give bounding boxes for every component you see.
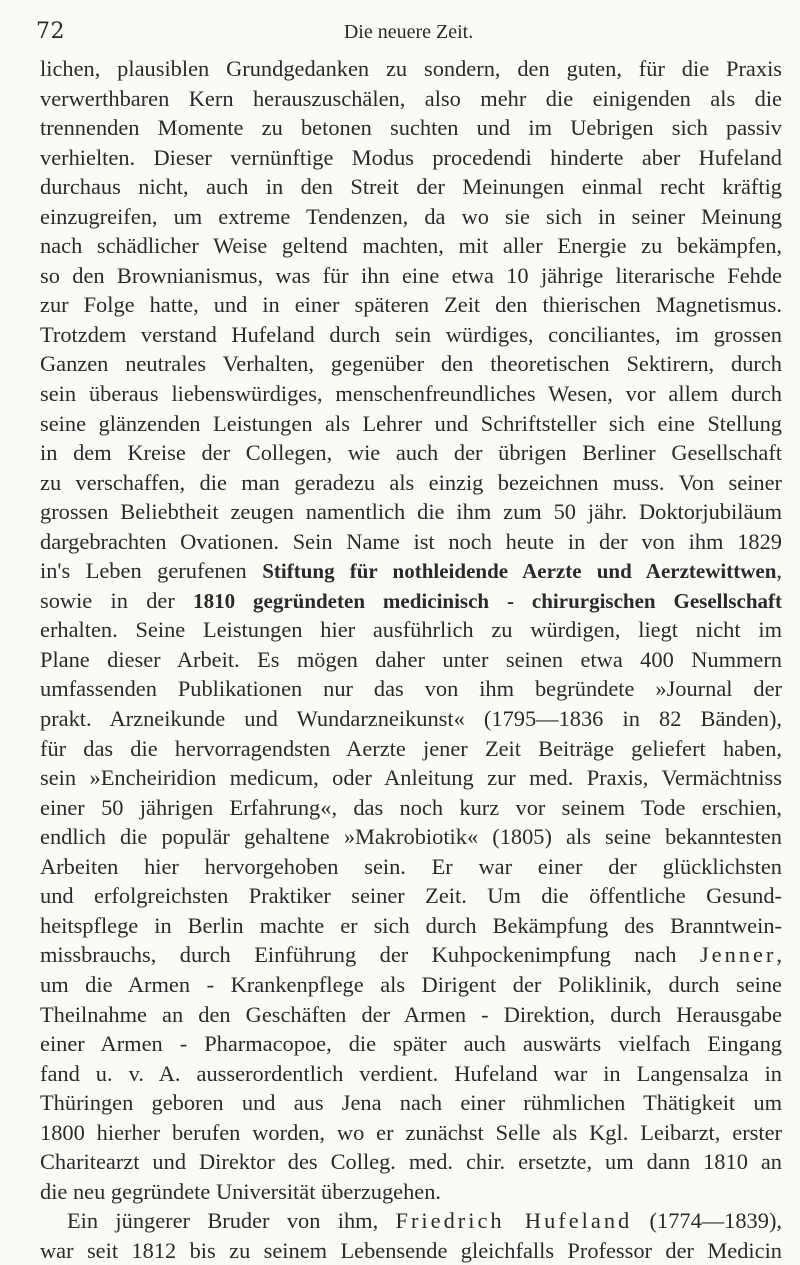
body-text [40, 54, 782, 1265]
text-line [40, 113, 782, 143]
text-segment: Plane dieser Arbeit. Es mögen daher unter seinen etwa 400 Nummern [40, 646, 782, 672]
text-segment: in dem Kreise der Collegen, wie auch der übrigen Berliner Gesellschaft [40, 440, 782, 466]
text-segment: sowie in der [40, 587, 194, 613]
text-line [40, 1059, 782, 1089]
text-line [40, 143, 782, 173]
text-line [40, 349, 782, 379]
text-line [40, 438, 782, 468]
text-segment: , [776, 558, 782, 584]
text-line [40, 409, 782, 439]
text-line [40, 1118, 782, 1148]
page-number: 72 [36, 19, 65, 44]
text-line [40, 1206, 782, 1236]
text-segment: sein »Encheiridion medicum, oder Anleitung zur med. Praxis, Vermächtniss [40, 765, 782, 791]
text-line [40, 379, 782, 409]
text-line [40, 468, 782, 498]
text-segment: (1774—1839), [632, 1208, 782, 1234]
text-line [40, 852, 782, 882]
text-line [40, 586, 782, 616]
text-segment: so den Brownianismus, was für ihn eine etwa 10 jährige literarische Fehde [40, 262, 782, 288]
text-segment: prakt. Arzneikunde und Wundarzneikunst« (1795—1836 in 82 Bänden), [40, 706, 782, 732]
text-line [40, 231, 782, 261]
text-segment: seine glänzenden Leistungen als Lehrer und Schriftsteller sich eine Stellung [40, 410, 782, 436]
text-line [40, 320, 782, 350]
text-line [40, 645, 782, 675]
text-segment: fand u. v. A. ausserordentlich verdient. Hufeland war in Langensalza in [40, 1060, 782, 1086]
text-line [40, 1177, 782, 1207]
text-line [40, 497, 782, 527]
text-segment: in's Leben gerufenen [40, 558, 263, 584]
text-line [40, 290, 782, 320]
text-segment: Theilnahme an den Geschäften der Armen - Direktion, durch Herausgabe [40, 1001, 782, 1027]
text-segment: durchaus nicht, auch in den Streit der Meinungen einmal recht kräftig [40, 174, 782, 200]
text-segment: Arbeiten hier hervorgehoben sein. Er war einer der glücklichsten [40, 853, 782, 879]
text-segment: verhielten. Dieser vernünftige Modus procedendi hinderte aber Hufeland [40, 144, 782, 170]
text-line [40, 527, 782, 557]
page-header [36, 18, 781, 46]
text-segment: grossen Beliebtheit zeugen namentlich die ihm zum 50 jähr. Doktorjubiläum [40, 499, 782, 525]
text-segment: lichen, plausiblen Grundgedanken zu sondern, den guten, für die Praxis [40, 56, 782, 81]
text-segment: war seit 1812 bis zu seinem Lebensende gleichfalls Professor der Medicin [40, 1237, 782, 1263]
text-segment: Charitearzt und Direktor des Colleg. med. chir. ersetzte, um dann 1810 an [40, 1149, 782, 1175]
running-head: Die neuere Zeit. [343, 21, 474, 43]
text-line [40, 734, 782, 764]
text-segment: 1800 hierher berufen worden, wo er zunächst Selle als Kgl. Leibarzt, erster [40, 1119, 782, 1145]
text-segment: missbrauchs, durch Einführung der Kuhpockenimpfung nach [40, 942, 700, 968]
text-line [40, 1147, 782, 1177]
text-segment: nach schädlicher Weise geltend machten, mit aller Energie zu bekämpfen, [40, 233, 782, 259]
text-line [40, 674, 782, 704]
text-segment: endlich die populär gehaltene »Makrobiotik« (1805) als seine bekanntesten [40, 824, 782, 850]
spaced-name: Friedrich Hufeland [395, 1208, 633, 1234]
text-line [40, 54, 782, 84]
text-line [40, 793, 782, 823]
text-line [40, 881, 782, 911]
text-line [40, 822, 782, 852]
text-segment: verwerthbaren Kern herauszuschälen, also mehr die einigenden als die [40, 85, 782, 111]
text-line [40, 763, 782, 793]
text-segment: sein überaus liebenswürdiges, menschenfreundliches Wesen, vor allem durch [40, 381, 782, 407]
text-segment: einer Armen - Pharmacopoe, die später auch auswärts vielfach Eingang [40, 1031, 782, 1057]
text-line [40, 970, 782, 1000]
bold-term: 1810 gegründeten medicinisch - chirurgischen Gesellschaft [193, 588, 782, 613]
text-segment: die neu gegründete Universität überzugehen. [40, 1178, 442, 1204]
text-line [40, 261, 782, 291]
text-line [40, 1029, 782, 1059]
text-segment: Ganzen neutrales Verhalten, gegenüber den theoretischen Sektirern, durch [40, 351, 782, 377]
text-segment: einer 50 jährigen Erfahrung«, das noch kurz vor seinem Tode erschien, [40, 794, 782, 820]
text-segment: , [776, 942, 782, 968]
text-segment: dargebrachten Ovationen. Sein Name ist noch heute in der von ihm 1829 [40, 528, 782, 554]
text-segment: Trotzdem verstand Hufeland durch sein würdiges, conciliantes, im grossen [40, 321, 782, 347]
text-line [40, 1088, 782, 1118]
text-segment: umfassenden Publikationen nur das von ihm begründete »Journal der [40, 676, 782, 702]
text-line [40, 940, 782, 970]
text-segment: Thüringen geboren und aus Jena nach einer rühmlichen Thätigkeit um [40, 1090, 782, 1116]
text-line [40, 84, 782, 114]
text-line [40, 704, 782, 734]
text-segment: einzugreifen, um extreme Tendenzen, da wo sie sich in seiner Meinung [40, 203, 782, 229]
text-line [40, 172, 782, 202]
spaced-name: Jenner [699, 942, 777, 968]
text-segment: und erfolgreichsten Praktiker seiner Zeit. Um die öffentliche Gesund- [40, 883, 782, 909]
text-segment: um die Armen - Krankenpflege als Dirigent der Poliklinik, durch seine [40, 971, 782, 997]
text-line [40, 556, 782, 586]
text-line [40, 911, 782, 941]
text-segment: heitspflege in Berlin machte er sich durch Bekämpfung des Branntwein- [40, 912, 782, 938]
text-segment: für das die hervorragendsten Aerzte jener Zeit Beiträge geliefert haben, [40, 735, 782, 761]
text-line [40, 1236, 782, 1265]
text-line [40, 1000, 782, 1030]
bold-term: Stiftung für nothleidende Aerzte und Aerztewittwen [262, 559, 777, 584]
text-segment: zu verschaffen, die man geradezu als einzig bezeichnen muss. Von seiner [40, 469, 782, 495]
text-line [40, 202, 782, 232]
text-line [40, 615, 782, 645]
text-segment: zur Folge hatte, und in einer späteren Zeit den thierischen Magnetismus. [40, 292, 782, 318]
text-segment: trennenden Momente zu betonen suchten und im Uebrigen sich passiv [40, 115, 782, 141]
text-segment: Ein jüngerer Bruder von ihm, [67, 1208, 396, 1234]
text-segment: erhalten. Seine Leistungen hier ausführlich zu würdigen, liegt nicht im [40, 617, 782, 643]
